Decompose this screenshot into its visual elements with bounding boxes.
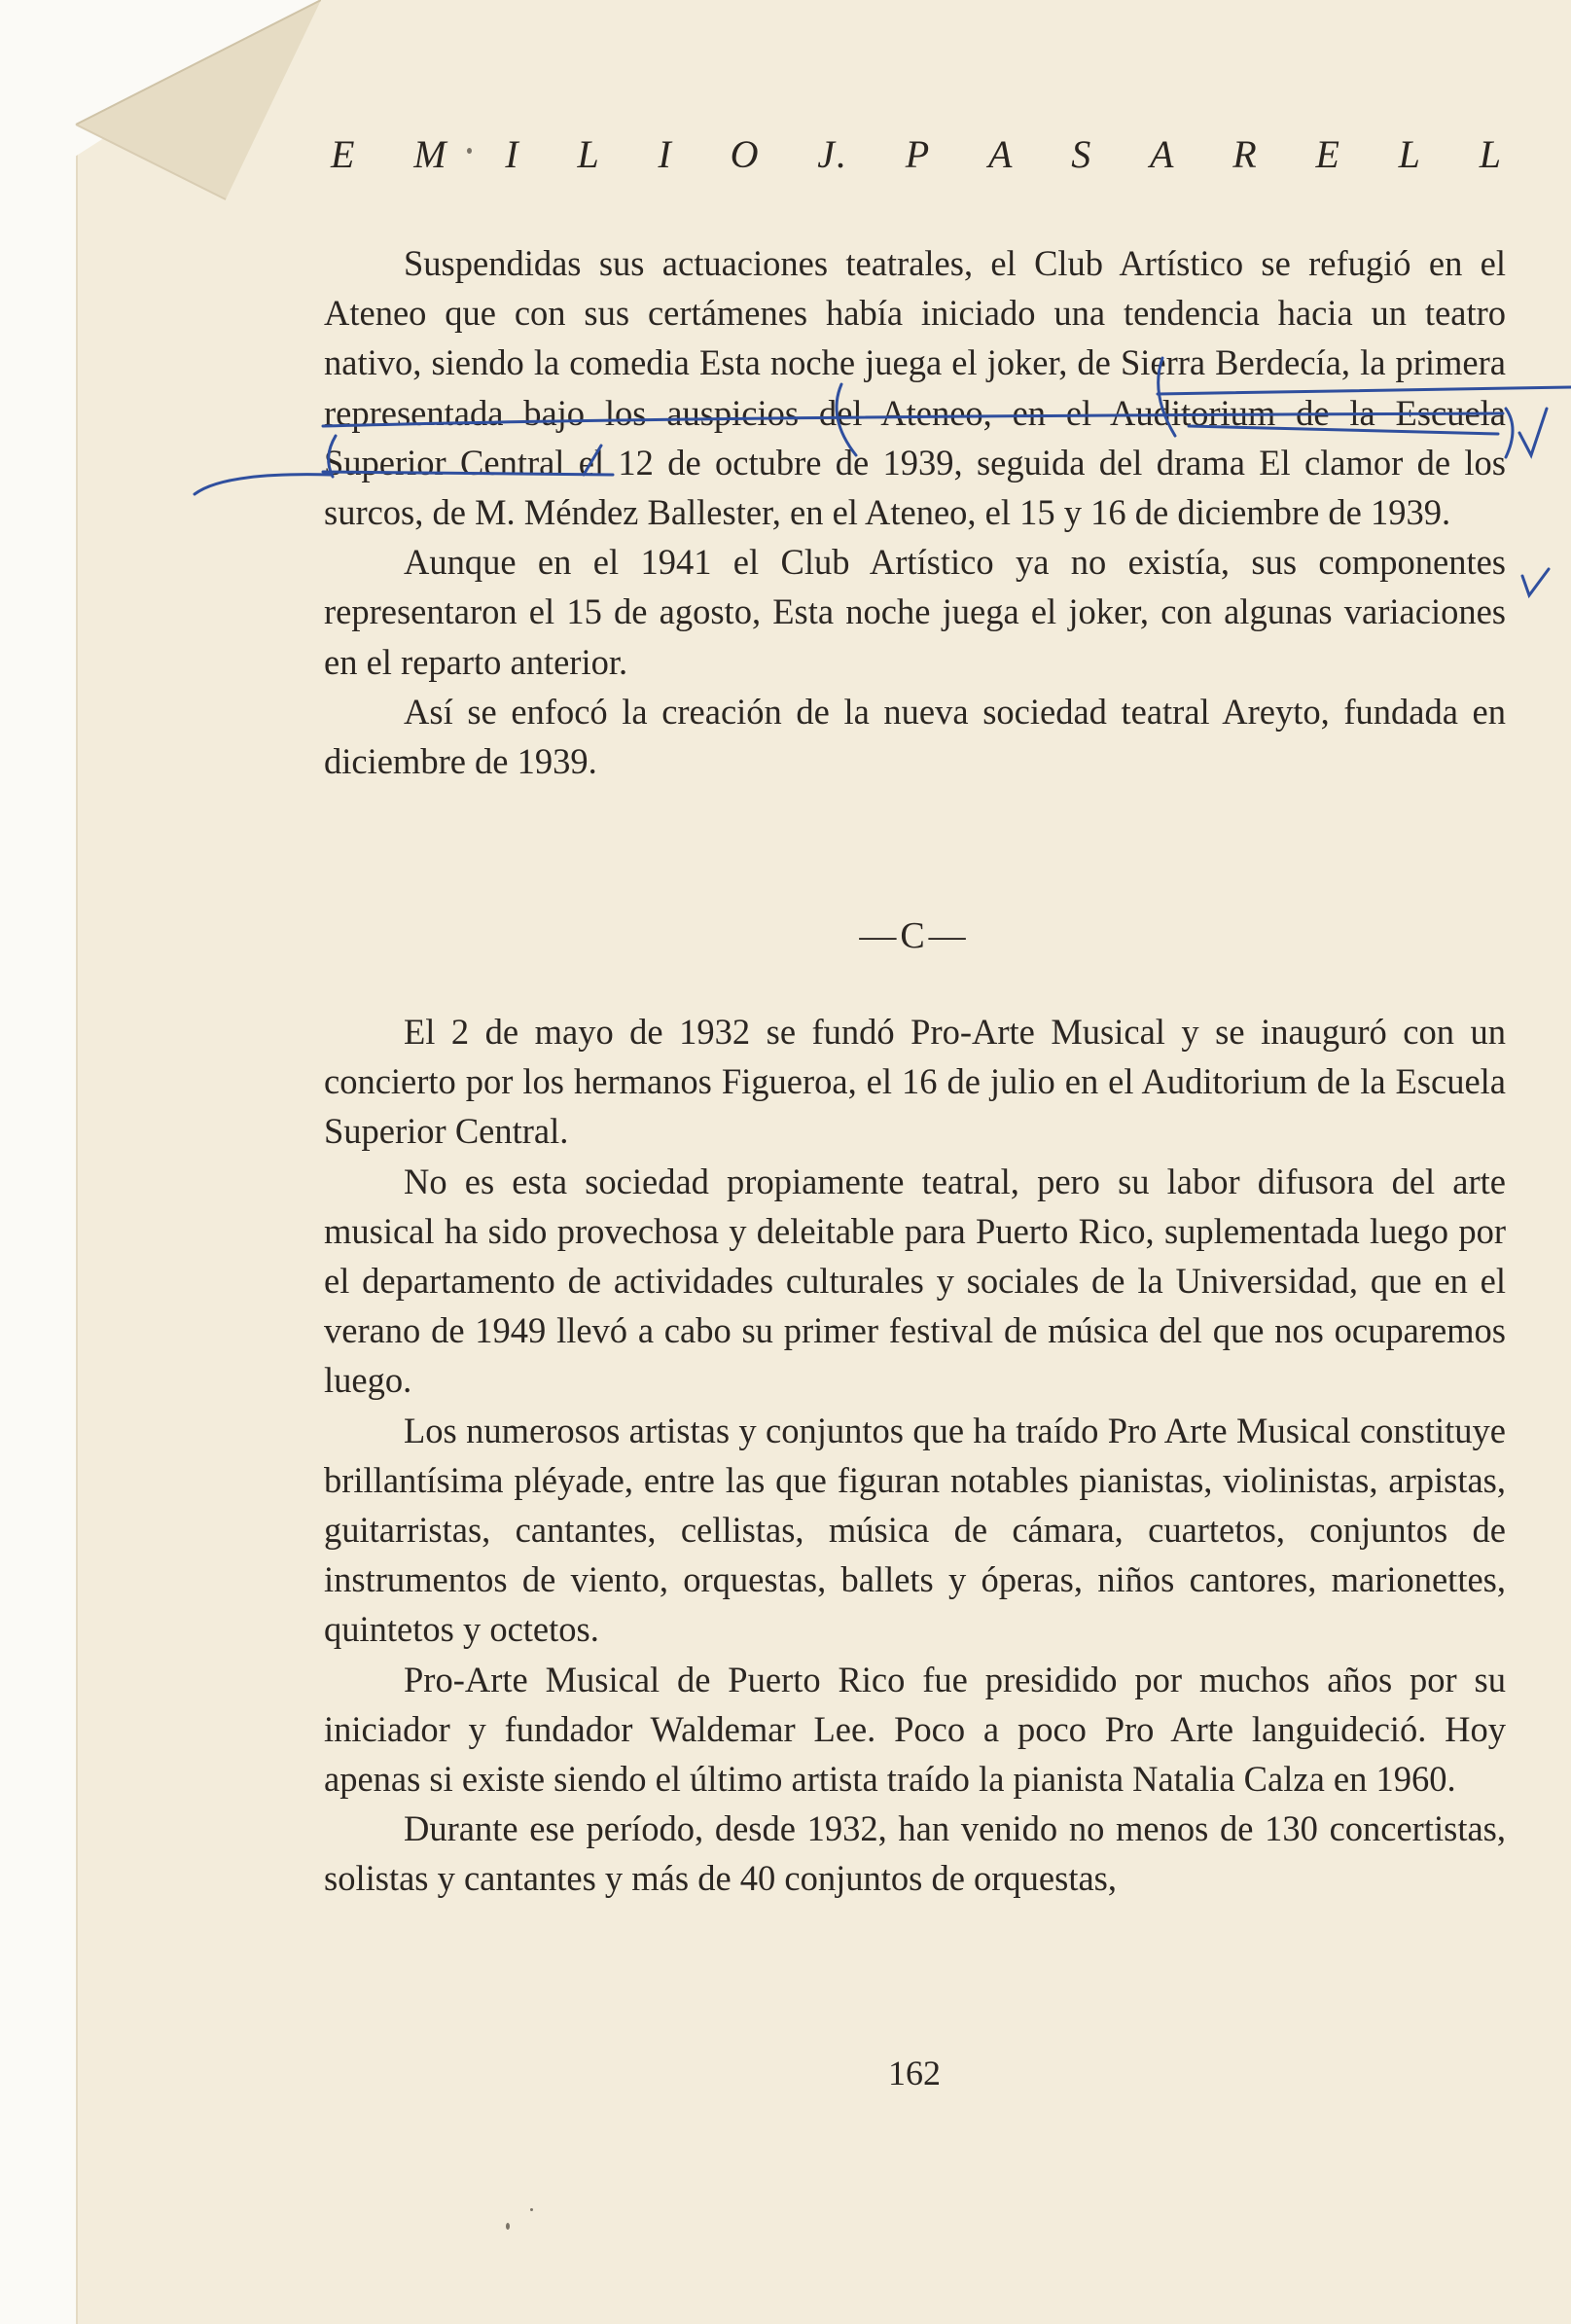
folded-corner [0,0,321,204]
page-number: 162 [888,2054,941,2092]
running-head-letter: A [988,132,1015,176]
running-head-letter: L [577,132,601,176]
section-heading: —C— [859,915,970,956]
running-head-letter: J. [817,132,849,176]
text-block-bottom [324,1007,1506,1904]
text-block-top [324,238,1506,786]
paragraph: Los numerosos artistas y conjuntos que ha traído Pro Arte Musical constituye brillantísima pléyade, entre las que figuran notables pianistas, violinistas, arpistas, guitarristas, cantantes, cellistas, música de cámara, cuartetos, conjuntos de instrumentos de viento, orquestas, ballets y óperas, niños cantores, marionettes, quintetos y octetos. [324,1410,1506,1650]
check-mark-icon [1522,569,1549,595]
running-head-letter: L [1479,132,1503,176]
running-head [331,131,1503,177]
paragraph: Así se enfocó la creación de la nueva sociedad teatral Areyto, fundada en diciembre de 1939. [324,691,1506,782]
pen-underline [195,475,331,494]
paragraph: Pro-Arte Musical de Puerto Rico fue presidido por muchos años por su iniciador y fundador Waldemar Lee. Poco a poco Pro Arte languideció. Hoy apenas si existe siendo el último artista traído la pianista Natalia Calza en 1960. [324,1659,1506,1800]
running-head-letter: L [1398,132,1422,176]
running-head-letter: I [658,132,673,176]
paragraph: Durante ese período, desde 1932, han venido no menos de 130 concertistas, solistas y cantantes y más de 40 conjuntos de orquestas, [324,1808,1506,1899]
paragraph: No es esta sociedad propiamente teatral, pero su labor difusora del arte musical ha sido provechosa y deleitable para Puerto Rico, suplementada luego por el departamento de actividades culturales y sociales de la Universidad, que en el verano de 1949 llevó a cabo su primer festival de música del que nos ocuparemos luego. [324,1161,1506,1401]
running-head-letter: S [1071,132,1093,176]
scan-speck [530,2208,533,2211]
check-mark-icon [1519,409,1547,455]
scan-margin [0,0,78,2324]
running-head-letter: R [1232,132,1259,176]
running-head-letter: E [331,132,357,176]
scan-speck [506,2223,510,2230]
paragraph: Aunque en el 1941 el Club Artístico ya no existía, sus componentes representaron el 15 de agosto, Esta noche juega el joker, con algunas variaciones en el reparto anterior. [324,542,1506,682]
running-head-letter: P [905,132,932,176]
running-head-letter: E [1315,132,1341,176]
running-head-letter: O [730,132,761,176]
running-head-letter: A [1150,132,1176,176]
running-head-letter: M [413,132,448,176]
pen-bracket [1506,409,1513,457]
paragraph: El 2 de mayo de 1932 se fundó Pro-Arte Musical y se inauguró con un concierto por los hermanos Figueroa, el 16 de julio en el Auditorium de la Escuela Superior Central. [324,1012,1506,1152]
scan-speck [467,148,472,154]
paragraph: Suspendidas sus actuaciones teatrales, el Club Artístico se refugió en el Ateneo que con sus certámenes había iniciado una tendencia hacia un teatro nativo, siendo la comedia Esta noche juega el joker, de Sierra Berdecía, la primera representada bajo los auspicios del Ateneo, en el Auditorium de la Escuela Superior Central el 12 de octubre de 1939, seguida del drama El clamor de los surcos, de M. Méndez Ballester, en el Ateneo, el 15 y 16 de diciembre de 1939. [324,243,1506,533]
running-head-letter: I [505,132,520,176]
